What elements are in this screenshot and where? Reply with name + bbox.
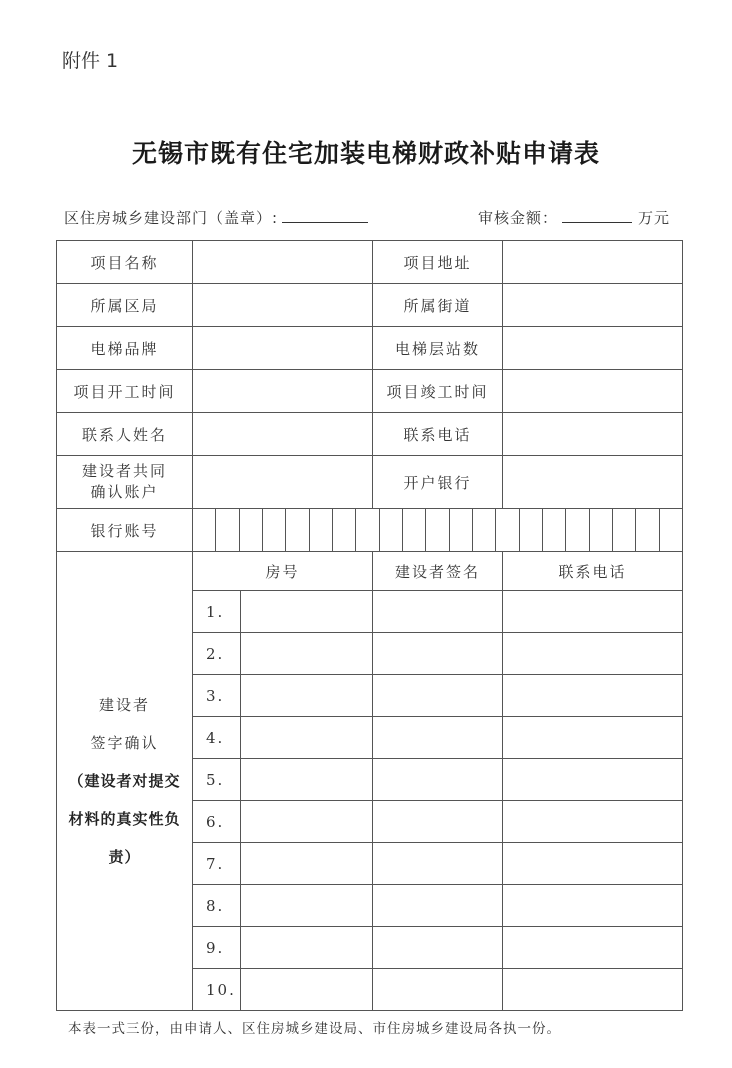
completion-time-field[interactable] [503, 370, 683, 413]
street-label: 所属街道 [373, 284, 503, 327]
signature-field[interactable] [373, 927, 503, 969]
digit-box-strip [193, 509, 682, 551]
form-row [57, 456, 683, 509]
contact-name-label: 联系人姓名 [57, 413, 193, 456]
col-header-signature: 建设者签名 [373, 552, 503, 591]
project-address-field[interactable] [503, 241, 683, 284]
digit-box[interactable] [612, 509, 635, 551]
form-row [57, 413, 683, 456]
district-bureau-label: 所属区局 [57, 284, 193, 327]
project-name-label: 项目名称 [57, 241, 193, 284]
digit-box[interactable] [402, 509, 425, 551]
phone-field[interactable] [503, 591, 683, 633]
digit-box[interactable] [519, 509, 542, 551]
col-header-phone: 联系电话 [503, 552, 683, 591]
phone-field[interactable] [503, 759, 683, 801]
digit-box[interactable] [635, 509, 658, 551]
digit-box[interactable] [589, 509, 612, 551]
form-row [57, 327, 683, 370]
row-number: 7. [193, 843, 241, 885]
dept-seal-label: 区住房城乡建设部门（盖章）: [64, 209, 279, 227]
row-number: 2. [193, 633, 241, 675]
row-number: 3. [193, 675, 241, 717]
joint-account-field[interactable] [193, 456, 373, 509]
signing-header-row [57, 552, 683, 591]
signature-field[interactable] [373, 591, 503, 633]
district-bureau-field[interactable] [193, 284, 373, 327]
footer-note: 本表一式三份，由申请人、区住房城乡建设局、市住房城乡建设局各执一份。 [68, 1021, 561, 1037]
phone-field[interactable] [503, 801, 683, 843]
digit-box[interactable] [449, 509, 472, 551]
joint-account-label-line1: 建设者共同 [81, 462, 167, 480]
digit-box[interactable] [425, 509, 448, 551]
digit-box[interactable] [239, 509, 262, 551]
form-row [57, 370, 683, 413]
signature-field[interactable] [373, 843, 503, 885]
room-field[interactable] [241, 717, 373, 759]
phone-field[interactable] [503, 885, 683, 927]
signature-field[interactable] [373, 759, 503, 801]
side-line-1: 建设者 [98, 696, 150, 714]
row-number: 6. [193, 801, 241, 843]
bank-label: 开户银行 [373, 456, 503, 509]
phone-field[interactable] [503, 717, 683, 759]
room-field[interactable] [241, 843, 373, 885]
attachment-label: 附件 1 [62, 50, 119, 72]
digit-box[interactable] [355, 509, 378, 551]
room-field[interactable] [241, 801, 373, 843]
digit-box[interactable] [285, 509, 308, 551]
form-title: 无锡市既有住宅加装电梯财政补贴申请表 [131, 139, 600, 168]
start-time-field[interactable] [193, 370, 373, 413]
elevator-stops-label: 电梯层站数 [373, 327, 503, 370]
phone-field[interactable] [503, 633, 683, 675]
signature-field[interactable] [373, 717, 503, 759]
row-number: 4. [193, 717, 241, 759]
room-field[interactable] [241, 759, 373, 801]
phone-field[interactable] [503, 927, 683, 969]
digit-box[interactable] [262, 509, 285, 551]
dept-seal-blank[interactable] [282, 208, 368, 223]
room-field[interactable] [241, 633, 373, 675]
form-row [57, 241, 683, 284]
amount-label: 审核金额： [478, 209, 559, 227]
digit-box[interactable] [309, 509, 332, 551]
row-number: 9. [193, 927, 241, 969]
street-field[interactable] [503, 284, 683, 327]
contact-name-field[interactable] [193, 413, 373, 456]
phone-field[interactable] [503, 969, 683, 1011]
bank-account-digit-boxes [193, 509, 683, 552]
elevator-brand-field[interactable] [193, 327, 373, 370]
row-number: 1. [193, 591, 241, 633]
row-number: 8. [193, 885, 241, 927]
room-field[interactable] [241, 591, 373, 633]
side-line-5: 责） [108, 848, 141, 866]
side-line-3: （建设者对提交 [68, 772, 181, 790]
amount-unit: 万元 [638, 209, 671, 227]
room-field[interactable] [241, 885, 373, 927]
phone-field[interactable] [503, 675, 683, 717]
side-line-4: 材料的真实性负 [68, 810, 181, 828]
completion-time-label: 项目竣工时间 [373, 370, 503, 413]
col-header-room: 房号 [193, 552, 373, 591]
room-field[interactable] [241, 969, 373, 1011]
form-row [57, 284, 683, 327]
application-form-table [56, 240, 683, 1011]
signature-field[interactable] [373, 969, 503, 1011]
room-field[interactable] [241, 927, 373, 969]
digit-box[interactable] [542, 509, 565, 551]
amount-line [478, 207, 670, 228]
contact-phone-field[interactable] [503, 413, 683, 456]
form-row [57, 509, 683, 552]
side-line-2: 签字确认 [90, 734, 159, 752]
bank-account-label: 银行账号 [57, 509, 193, 552]
dept-seal-line [64, 207, 368, 228]
row-number: 10. [193, 969, 241, 1011]
elevator-stops-field[interactable] [503, 327, 683, 370]
digit-box[interactable] [495, 509, 518, 551]
amount-blank[interactable] [562, 208, 632, 223]
digit-box[interactable] [379, 509, 402, 551]
phone-field[interactable] [503, 843, 683, 885]
digit-box[interactable] [659, 509, 682, 551]
signature-field[interactable] [373, 633, 503, 675]
joint-account-label [57, 456, 193, 509]
signature-field[interactable] [373, 885, 503, 927]
signature-field[interactable] [373, 675, 503, 717]
room-field[interactable] [241, 675, 373, 717]
bank-field[interactable] [503, 456, 683, 509]
signing-side-label [57, 552, 193, 1011]
signature-field[interactable] [373, 801, 503, 843]
digit-box[interactable] [332, 509, 355, 551]
digit-box[interactable] [215, 509, 238, 551]
contact-phone-label: 联系电话 [373, 413, 503, 456]
joint-account-label-line2: 确认账户 [90, 483, 159, 501]
digit-box[interactable] [565, 509, 588, 551]
digit-box[interactable] [193, 509, 215, 551]
digit-box[interactable] [472, 509, 495, 551]
elevator-brand-label: 电梯品牌 [57, 327, 193, 370]
start-time-label: 项目开工时间 [57, 370, 193, 413]
project-name-field[interactable] [193, 241, 373, 284]
project-address-label: 项目地址 [373, 241, 503, 284]
row-number: 5. [193, 759, 241, 801]
